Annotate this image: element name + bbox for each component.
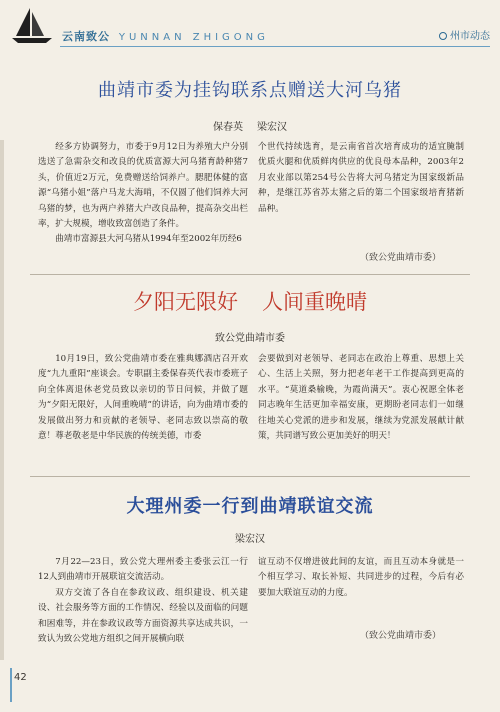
article-divider <box>30 274 470 275</box>
article-divider <box>30 476 470 477</box>
folio-bar <box>10 668 12 702</box>
article-1-paragraph-2-cont: 个世代持续选育，是云南省首次培育成功的适宜腌制优质火腿和优质鲜肉供应的优良母本品种，2003年2月农业部以第254号公告将大河乌猪定为国家级新品种，是继江苏省苏太猪之后的第二个国家级培育猪新品种。 <box>258 142 464 214</box>
magazine-name <box>62 28 269 44</box>
article-2-title-part-1: 夕阳无限好 <box>133 290 238 314</box>
article-1-author-2: 梁宏汉 <box>257 122 287 133</box>
article-2-paragraph-1: 10月19日，致公党曲靖市委在雅典娜酒店召开欢度“九九重阳”座谈会。专职副主委保春英代表市委班子向全体离退休老党员致以亲切的节日问候，并做了题为“夕阳无限好，人间重晚晴”的讲话，向为曲靖市委的发展做出努力和贡献的老领导、老同志致以崇高的敬意！尊老敬老是中华民族的传统美德，市委 <box>38 354 248 442</box>
article-3-paragraph-2-cont: 谊互动不仅增进彼此间的友谊，而且互动本身就是一个相互学习、取长补短、共同进步的过程，今后有必要加大联谊互动的力度。 <box>258 557 464 598</box>
header-rule <box>60 46 490 47</box>
article-1-title: 曲靖市委为挂钩联系点赠送大河乌猪 <box>98 80 402 101</box>
article-3-left-column <box>38 555 248 647</box>
magazine-name-cn: 云南致公 <box>62 30 110 43</box>
article-3-right-column <box>258 555 464 601</box>
article-3-paragraph-1: 7月22—23日，致公党大理州委主委张云江一行12人到曲靖市开展联谊交流活动。 <box>38 557 248 583</box>
article-3-byline: 梁宏汉 <box>235 534 265 545</box>
article-2-left-column <box>38 352 248 444</box>
article-3-source: （致公党曲靖市委） <box>360 631 442 641</box>
page-edge-shadow <box>0 140 4 660</box>
article-1-left-column <box>38 140 248 248</box>
article-1-paragraph-1: 经多方协调努力，市委于9月12日为养殖大户分别选送了急需杂交和改良的优质富源大河乌猪育龄种猪7头，价值近2万元，免费赠送给饲养户。腮肥体健的富源“乌猪小姐”落户马龙大海哨，不仅圆了他们饲养大河乌猪的梦，也为两户养猪大户改良品种，提高杂交出栏率，扩大规模，增收致富创造了条件。 <box>38 142 248 230</box>
circle-bullet-icon <box>439 32 447 40</box>
magazine-name-latin: YUNNAN ZHIGONG <box>118 32 269 43</box>
sailboat-logo-icon <box>8 4 56 46</box>
article-2-paragraph-1-cont: 会要做到对老领导、老同志在政治上尊重、思想上关心、生活上关照，努力把老年老干工作提高到更高的水平。“莫道桑榆晚，为霞尚满天”。衷心祝愿全体老同志晚年生活更加幸福安康，更期盼老同志们一如继往地关心党派的进步和发展，继续为党派发展献计献策，共同谱写致公更加美好的明天！ <box>258 354 464 442</box>
article-1-paragraph-2: 曲靖市富源县大河乌猪从1994年至2002年历经6 <box>55 234 242 245</box>
article-3-title: 大理州委一行到曲靖联谊交流 <box>126 496 374 517</box>
section-tag <box>435 27 494 42</box>
article-3-paragraph-2: 双方交流了各自在参政议政、组织建设、机关建设、社会服务等方面的工作情况、经验以及面临的问题和困难等，并在参政议政等方面资源共享达成共识，一致认为致公党地方组织之间开展横向联 <box>38 587 248 645</box>
article-1-byline <box>150 118 350 133</box>
article-1-source: （致公党曲靖市委） <box>360 253 442 263</box>
page-header <box>0 0 500 48</box>
section-tag-label: 州市动态 <box>450 31 490 42</box>
article-1-right-column <box>258 140 464 217</box>
page-number: 42 <box>14 672 27 683</box>
article-1-author-1: 保春英 <box>213 122 243 133</box>
article-2-byline: 致公党曲靖市委 <box>215 333 285 344</box>
article-2-title-part-2: 人间重晚晴 <box>262 290 367 314</box>
article-2-title <box>70 286 430 316</box>
article-2-right-column <box>258 352 464 444</box>
